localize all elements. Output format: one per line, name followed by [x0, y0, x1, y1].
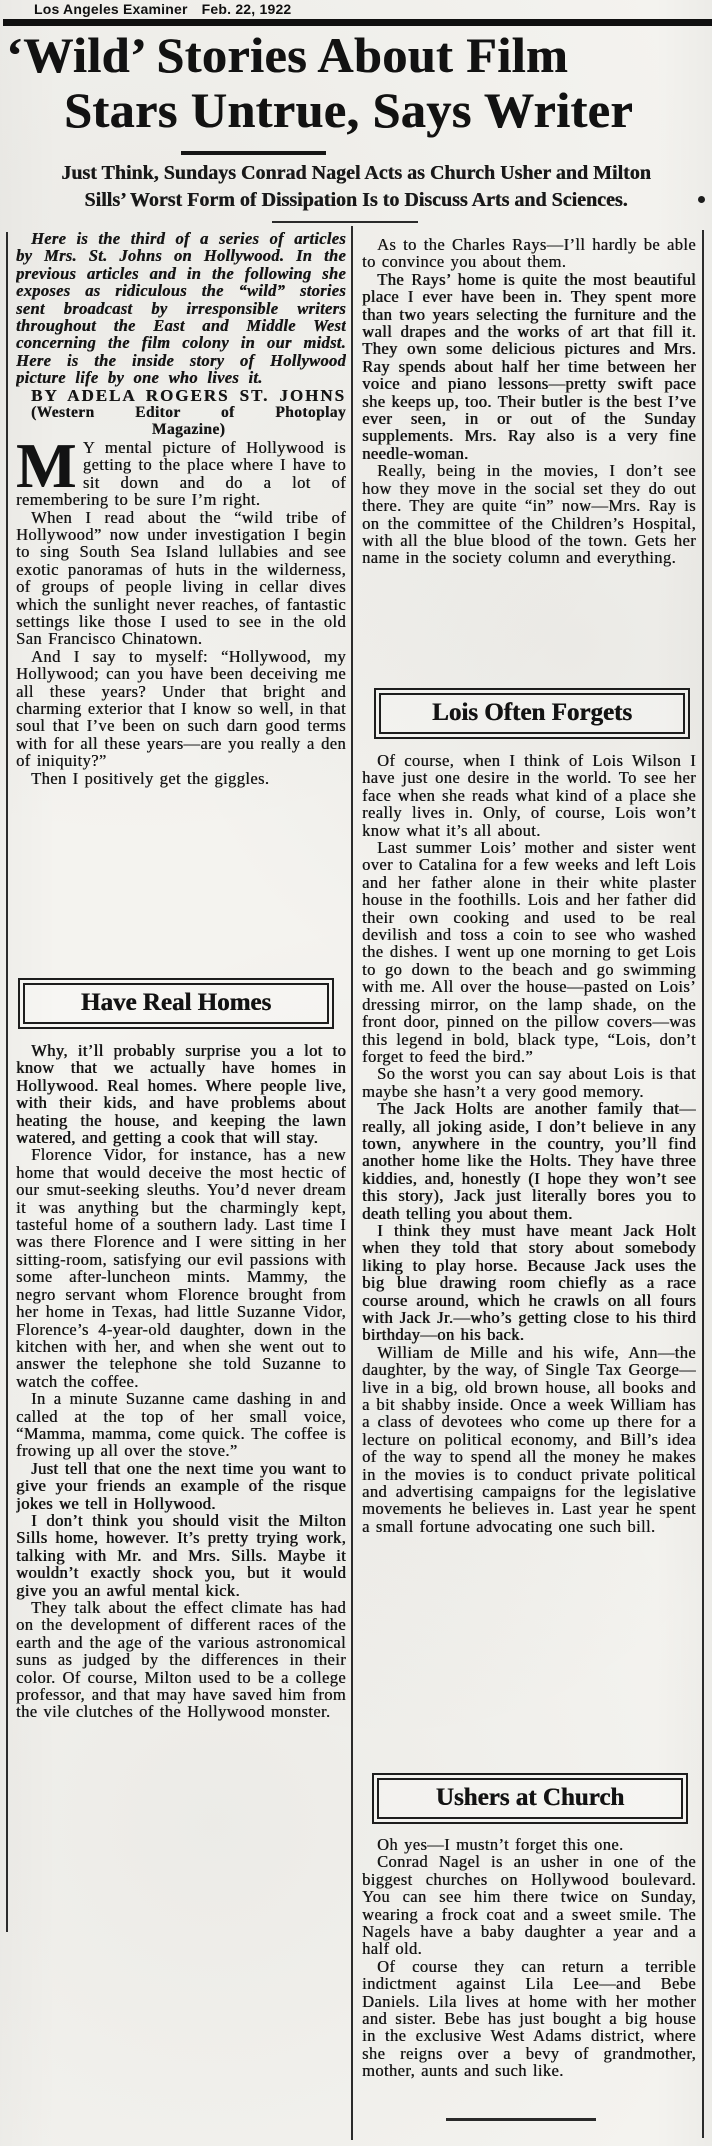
paragraph: The Jack Holts are another family that—really, all joking aside, I don’t believe in any town, anywhere in the country, you’ll find another home like the Holts. They have three kiddies, and, honestly (I hope they won’t see this story), Jack just literally bores you to death telling you about them. — [362, 1099, 696, 1223]
section-heading-box — [374, 688, 690, 739]
section-heading-box — [18, 978, 334, 1029]
paragraph: Last summer Lois’ mother and sister went over to Catalina for a few weeks and left Lois and her father alone in their white plaster house in the foothills. Lois and her father did their own cooking and used to be real devilish and toss a coin to see who washed the dishes. I went up one morning to get Lois to go down to the beach and go swimming with me. All over the house—pasted on Lois’ dressing mirror, on the lamp shade, on the front door, pinned on the pillow covers—was this legend in bold, black type, “Lois, don’t forget to feed the bird.” — [362, 838, 696, 1066]
paragraph: Conrad Nagel is an usher in one of the biggest churches on Hollywood boulevard. You can see him there twice on Sunday, wearing a frock coat and a sweet smile. The Nagels have a baby daughter a year and a half old. — [362, 1852, 696, 1959]
right-column-lower — [362, 1836, 696, 2116]
section-heading-box — [372, 1773, 688, 1824]
section-heading-have-real-homes: Have Real Homes — [23, 983, 329, 1024]
top-rule — [3, 19, 712, 26]
paragraph: And I say to myself: “Hollywood, my Hollywood; can you have been deceiving me all these years? Under that bright and charming exterior that I know so well, in that soul that I’ve been on such darn good terms with for all these years—are you really a den of iniquity?” — [16, 646, 346, 771]
paragraph: I think they must have meant Jack Holt when they told that story about somebody liking to play horse. Because Jack uses the big blue drawing room chiefly as a race course around, which he crawls on all fours with Jack Jr.—who’s getting close to his third birthday—on his back. — [362, 1220, 696, 1345]
paragraph: So the worst you can say about Lois is that maybe she hasn’t a very good memory. — [362, 1064, 696, 1101]
left-column-rule — [6, 232, 8, 1932]
paragraph: They talk about the effect climate has had on the development of different races of the earth and the age of the various astronomical suns as judged by the differences in their color. Of course, Milton used to be a college professor, and that may have saved him from the vile clutches of the Hollywood monster. — [16, 1598, 346, 1722]
byline: BY ADELA ROGERS ST. JOHNS — [31, 385, 346, 405]
subheadline-line2: Sills’ Worst Form of Dissipation Is to Discuss Arts and Sciences. — [84, 189, 628, 211]
paragraph: Really, being in the movies, I don’t see how they move in the social set they do out there. They are quite “in” now—Mrs. Ray is on the committee of the Children’s Hospital, with all the blue blood of the town. Gets her name in the society column and everything. — [362, 461, 696, 568]
paragraph: Then I positively get the giggles. — [31, 768, 270, 788]
masthead — [34, 1, 291, 17]
section-heading-ushers-at-church: Ushers at Church — [377, 1778, 683, 1819]
headline-underline — [181, 151, 326, 155]
headline — [6, 28, 712, 138]
subheadline-line1: Just Think, Sundays Conrad Nagel Acts as Church Usher and Milton — [61, 162, 651, 184]
editor-note: Here is the third of a series of articles by Mrs. St. Johns on Hollywood. In the previous articles and in the following she exposes as ridiculous the “wild” stories sent broadcast by irresponsible writers throughout the East and Middle West concerning the film colony in our midst. Here is the inside story of Hollywood picture life by one who lives it. — [16, 230, 346, 388]
paragraph: Oh yes—I mustn’t forget this one. — [377, 1836, 624, 1854]
headline-line2: Stars Untrue, Says Writer — [64, 82, 633, 138]
ink-blot — [698, 196, 705, 203]
paragraph: Why, it’ll probably surprise you a lot to know that we actually have homes in Hollywood. Real homes. Where people live, with their kids, and have problems about heating the house, and keeping the lawn watered, and getting a cook that will stay. — [16, 1042, 346, 1148]
right-column-upper — [362, 236, 696, 686]
headline-line1: ‘Wild’ Stories About Film — [6, 27, 569, 83]
opening-paragraph-text: Y mental picture of Hollywood is getting to the place where I have to sit down and do a lot of remembering to be sure I’m right. — [16, 437, 346, 510]
paragraph: Florence Vidor, for instance, has a new home that would deceive the most hectic of our smut-seeking sleuths. You’d never dream it was anything but the charmingly kept, tasteful home of a southern lady. Last time I was there Florence and I were sitting in her sitting-room, satisfying our evil passions with some after-luncheon mints. Mammy, the negro servant whom Florence brought from her home in Texas, had little Suzanne Vidor, Florence’s 4-year-old daughter, down in the kitchen with her, and when she went out to answer the telephone she told Suzanne to watch the coffee. — [16, 1145, 346, 1391]
paragraph: The Rays’ home is quite the most beautiful place I ever have been in. They spent more than two years selecting the furniture and the wall drapes and the works of art that fill it. They own some delicious pictures and Mrs. Ray spends about half her time between her voice and piano lessons—pretty swift pace she keeps up, too. Their butler is the best I’ve ever seen, in or out of the Sunday supplements. Mrs. Ray also is a very fine needle-woman. — [362, 269, 696, 463]
masthead-paper-name: Los Angeles Examiner — [34, 1, 188, 17]
paragraph: Just tell that one the next time you want to give your friends an example of the risque jokes we tell in Hollywood. — [16, 1458, 346, 1513]
paragraph: Of course, when I think of Lois Wilson I have just one desire in the world. To see her face when she reads what kind of a place she really lives in. Only, of course, Lois won’t know what it’s all about. — [362, 752, 696, 840]
masthead-date: Feb. 22, 1922 — [201, 1, 292, 17]
paragraph: I don’t think you should visit the Milton Sills home, however. It’s pretty trying work, talking with Mr. and Mrs. Sills. Maybe it wouldn’t exactly shock you, but it would give you an awful mental kick. — [16, 1510, 346, 1600]
left-column-lower — [16, 1042, 346, 1938]
right-column-middle — [362, 752, 696, 1770]
byline-role-line1: (Western Editor of Photoplay — [31, 404, 346, 422]
subheadline — [0, 160, 712, 214]
paragraph: When I read about the “wild tribe of Hollywood” now under investigation I begin to sing South Sea Island lullabies and see exotic panoramas of huts in the wilderness, of groups of people living in cellar dives which the sunlight never reaches, of fantastic settings like those I used to see in the old San Francisco Chinatown. — [16, 507, 346, 649]
subhead-divider — [272, 221, 418, 223]
left-column-upper — [16, 230, 346, 976]
paragraph: In a minute Suzanne came dashing in and called at the top of her small voice, “Mamma, mamma, come quick. The coffee is frowing up all over the stove.” — [16, 1389, 346, 1461]
center-column-rule — [351, 226, 353, 2140]
drop-cap: M — [16, 429, 77, 501]
right-column-rule — [702, 230, 704, 2138]
article-end-rule — [446, 2118, 596, 2121]
section-heading-lois-often-forgets: Lois Often Forgets — [379, 693, 685, 734]
paragraph: Of course they can return a terrible indictment against Lila Lee—and Bebe Daniels. Lila lives at home with her mother and sister. Bebe has just bought a big house in the exclusive West Adams district, where she reigns over a bevy of grandmother, mother, aunts and such like. — [362, 1956, 696, 2081]
byline-role-line2: Magazine) — [151, 421, 226, 439]
paragraph: William de Mille and his wife, Ann—the daughter, by the way, of Single Tax George—live in a big, old brown house, all books and a bit shabby inside. Once a week William has a class of devotees who come up there for a lecture on political economy, and Bill’s idea of the way to spend all the money he makes in the movies is to conduct private political and advertising campaigns for the legislative movements he believes in. Last year he spent a small fortune advocating one such bill. — [362, 1342, 696, 1536]
paragraph: As to the Charles Rays—I’ll hardly be able to convince you about them. — [362, 236, 696, 272]
